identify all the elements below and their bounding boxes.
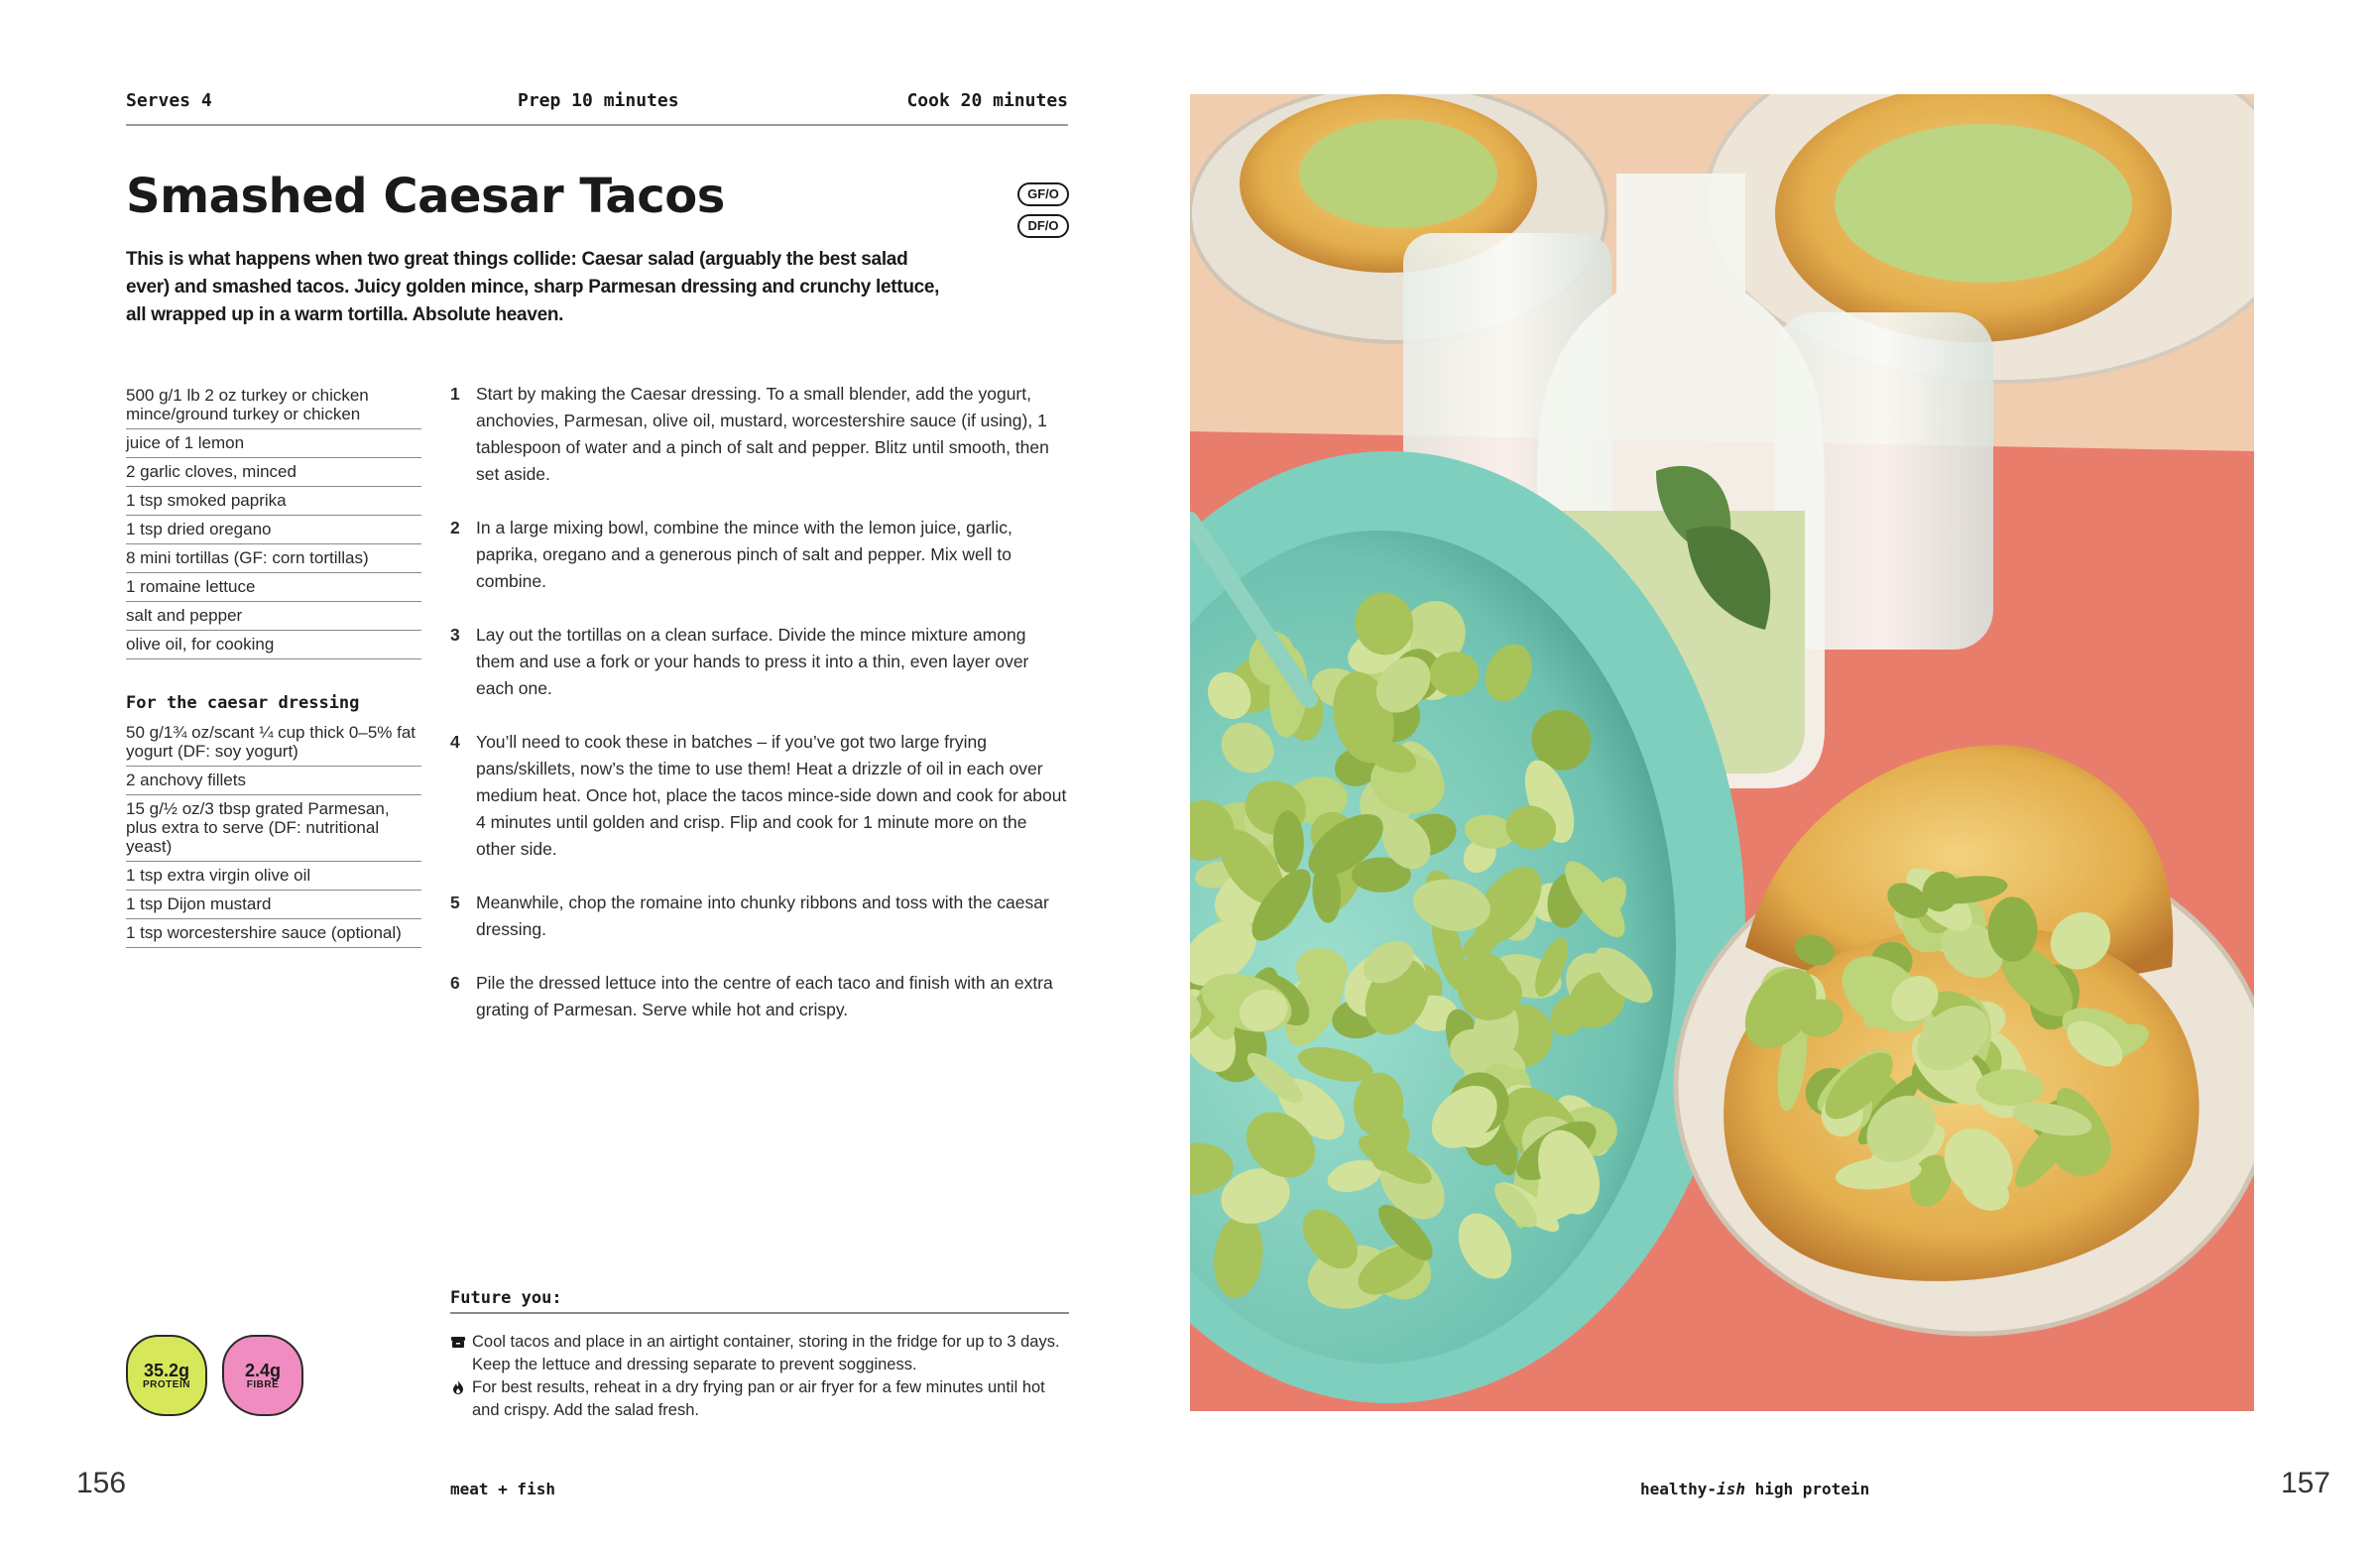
dressing-ingredient-list: [126, 719, 421, 948]
ingredient-item: 1 tsp dried oregano: [126, 516, 421, 544]
gluten-free-option-badge: GF/O: [1017, 182, 1069, 206]
ingredient-item: 500 g/1 lb 2 oz turkey or chicken mince/ground turkey or chicken: [126, 382, 421, 429]
future-you-tips: [450, 1331, 1069, 1422]
page-number-left: 156: [76, 1467, 127, 1499]
future-you-heading: Future you:: [450, 1288, 562, 1308]
future-you-divider: [450, 1312, 1069, 1314]
step-number: 4: [450, 732, 460, 752]
storage-tip: [450, 1331, 1069, 1376]
step-text: Lay out the tortillas on a clean surface. Divide the mince mixture among them and use a fork or your hands to press it into a thin, even layer over each one.: [476, 625, 1029, 698]
tacos-photo: [1190, 94, 2254, 1411]
method-step: [450, 890, 1069, 943]
lettuce: [1835, 124, 2132, 283]
header-divider: [126, 124, 1068, 126]
method-steps: [450, 381, 1069, 1050]
step-number: 3: [450, 625, 460, 645]
step-number: 2: [450, 518, 460, 537]
method-step: [450, 515, 1069, 595]
protein-label: PROTEIN: [143, 1378, 190, 1390]
fibre-badge: [222, 1335, 303, 1416]
step-text: Meanwhile, chop the romaine into chunky ribbons and toss with the caesar dressing.: [476, 893, 1049, 939]
step-number: 1: [450, 384, 460, 404]
prep-time-label: Prep 10 minutes: [518, 90, 679, 111]
ingredient-item: 2 garlic cloves, minced: [126, 458, 421, 487]
ingredient-item: 1 tsp smoked paprika: [126, 487, 421, 516]
cook-time-label: Cook 20 minutes: [906, 90, 1068, 111]
method-step: [450, 970, 1069, 1023]
section-label-right: healthy-ish high protein: [1640, 1480, 1870, 1498]
storage-box-icon: [450, 1334, 466, 1350]
serves-label: Serves 4: [126, 90, 212, 111]
method-step: [450, 381, 1069, 488]
ingredient-item: 1 romaine lettuce: [126, 573, 421, 602]
section-label-left: meat + fish: [450, 1480, 555, 1498]
ingredient-item: salt and pepper: [126, 602, 421, 631]
dressing-heading: For the caesar dressing: [126, 693, 360, 713]
ingredient-item: 1 tsp extra virgin olive oil: [126, 862, 421, 891]
ingredient-list: [126, 382, 421, 659]
step-text: Start by making the Caesar dressing. To a small blender, add the yogurt, anchovies, Parmesan, olive oil, mustard, worcestershire sauce (if using), 1 tablespoon of water and a pinch of salt and pepper. Blitz until smooth, then set aside.: [476, 384, 1049, 484]
step-text: Pile the dressed lettuce into the centre of each taco and finish with an extra grating of Parmesan. Serve while hot and crispy.: [476, 973, 1053, 1019]
dairy-free-option-badge: DF/O: [1017, 214, 1069, 238]
protein-badge: [126, 1335, 207, 1416]
fibre-value: 2.4g: [244, 1360, 282, 1380]
tip-text: Cool tacos and place in an airtight container, storing in the fridge for up to 3 days. Keep the lettuce and dressing separate to prevent sogginess.: [472, 1333, 1060, 1373]
step-text: In a large mixing bowl, combine the mince with the lemon juice, garlic, paprika, oregano and a generous pinch of salt and pepper. Mix well to combine.: [476, 518, 1012, 591]
lettuce: [1299, 119, 1497, 228]
ingredient-item: 8 mini tortillas (GF: corn tortillas): [126, 544, 421, 573]
method-step: [450, 622, 1069, 702]
food-photo-illustration: [1190, 94, 2254, 1411]
ingredient-item: 50 g/1¾ oz/scant ¼ cup thick 0–5% fat yogurt (DF: soy yogurt): [126, 719, 421, 767]
recipe-title: Smashed Caesar Tacos: [126, 169, 725, 224]
flame-icon: [450, 1379, 466, 1395]
ingredient-item: 1 tsp worcestershire sauce (optional): [126, 919, 421, 948]
ingredient-item: 2 anchovy fillets: [126, 767, 421, 795]
step-number: 5: [450, 893, 460, 912]
method-step: [450, 729, 1069, 863]
recipe-intro: This is what happens when two great things collide: Caesar salad (arguably the best salad ever) and smashed tacos. Juicy golden mince, sharp Parmesan dressing and crunchy lettuce, all wrapped up in a warm tortilla. Absolute heaven.: [126, 249, 940, 325]
protein-value: 35.2g: [143, 1360, 190, 1380]
ingredient-item: 15 g/½ oz/3 tbsp grated Parmesan, plus extra to serve (DF: nutritional yeast): [126, 795, 421, 862]
ingredient-item: juice of 1 lemon: [126, 429, 421, 458]
ingredient-item: olive oil, for cooking: [126, 631, 421, 659]
step-text: You’ll need to cook these in batches – if you’ve got two large frying pans/skillets, now’s the time to use them! Heat a drizzle of oil in each over medium heat. Once hot, place the tacos mince-side down and cook for about 4 minutes until golden and crisp. Flip and cook for 1 minute more on the other side.: [476, 732, 1067, 859]
step-number: 6: [450, 973, 460, 993]
reheat-tip: [450, 1376, 1069, 1422]
lettuce-leaf: [1988, 896, 2038, 961]
page-number-right: 157: [2280, 1467, 2330, 1499]
fibre-label: FIBRE: [246, 1378, 280, 1390]
ingredient-item: 1 tsp Dijon mustard: [126, 891, 421, 919]
tip-text: For best results, reheat in a dry frying pan or air fryer for a few minutes until hot and crispy. Add the salad fresh.: [472, 1378, 1045, 1419]
